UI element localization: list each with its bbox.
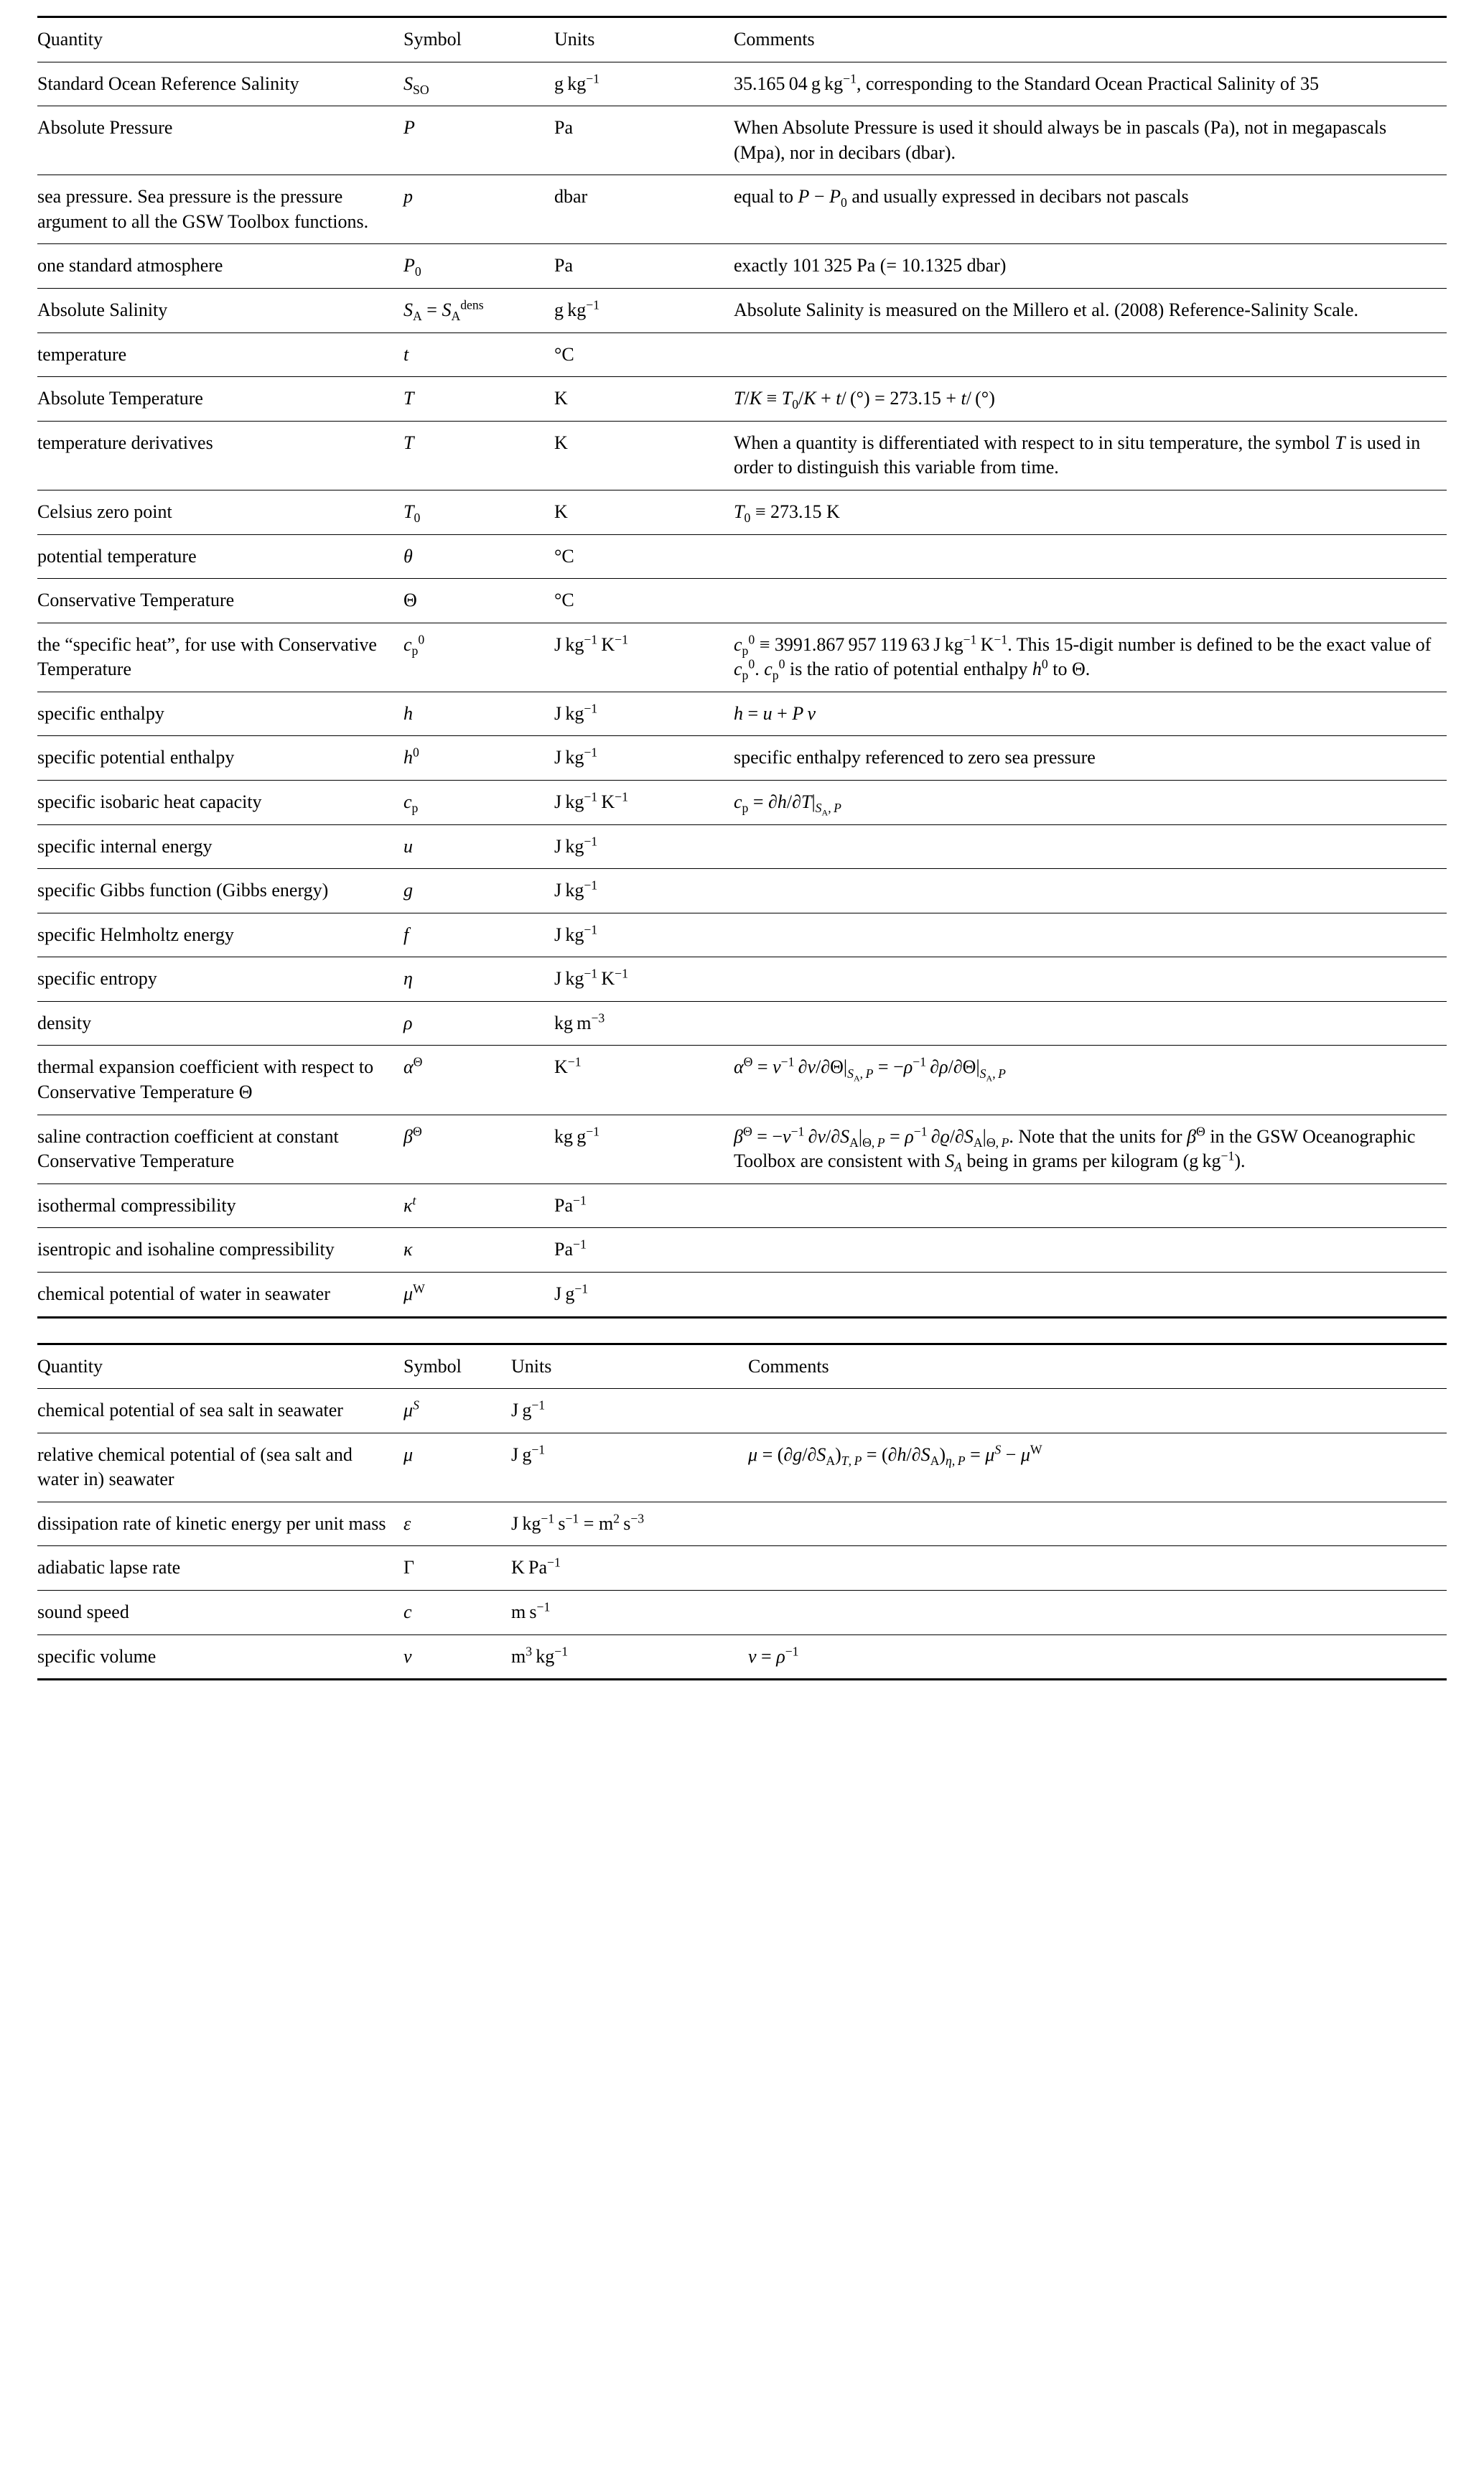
row-comments: $\beta^\Theta = -v^{-1}$ $\partial v/\partial S_A|_{\Theta, P} = \rho^{-1}$ $\partial ϱ/\partial S_A|_{\Theta, P}$. Note that the units for $\beta^\Theta$ in the GSW Oceanographic Toolbox are consistent with $S_A$ being in grams per kilogram (g $kg^{-1}$).: [734, 1115, 1447, 1183]
row-symbol: $S_{SO}$: [403, 62, 554, 106]
row-quantity: Celsius zero point: [37, 490, 403, 534]
row-comments: 35.165 04 g $kg^{-1}$, corresponding to the Standard Ocean Practical Salinity of 35: [734, 62, 1447, 106]
row-symbol: Γ: [403, 1546, 511, 1591]
table-row: [37, 780, 1447, 824]
row-comments: $T/K \equiv T_0/K + t/$ (°) = 273.15 + t/ (°): [734, 377, 1447, 422]
table-row: [37, 623, 1447, 692]
row-quantity: sea pressure. Sea pressure is the pressure argument to all the GSW Toolbox functions.: [37, 175, 403, 244]
table2-header-1: Symbol: [403, 1344, 511, 1389]
table-row: [37, 377, 1447, 422]
row-comments: $c_p = \partial h/\partial T|_{S_A, P}$: [734, 780, 1447, 824]
row-comments: [748, 1389, 1447, 1433]
row-comments: exactly 101 325 Pa (= 10.1325 dbar): [734, 244, 1447, 289]
row-symbol: $\alpha^\Theta$: [403, 1046, 554, 1115]
row-units: °C: [554, 579, 734, 623]
row-symbol: $c_p$: [403, 780, 554, 824]
row-symbol: ρ: [403, 1001, 554, 1046]
row-units: Pa: [554, 106, 734, 175]
row-quantity: the “specific heat”, for use with Conservative Temperature: [37, 623, 403, 692]
row-quantity: specific Helmholtz energy: [37, 913, 403, 957]
table2-header-0: Quantity: [37, 1344, 403, 1389]
table-row: [37, 1502, 1447, 1546]
row-symbol: T: [403, 377, 554, 422]
row-symbol: μ: [403, 1433, 511, 1502]
table-row: [37, 175, 1447, 244]
table-row: [37, 957, 1447, 1002]
row-symbol: $\mu^W$: [403, 1272, 554, 1317]
table-row: [37, 1228, 1447, 1273]
table2-header-2: Units: [511, 1344, 748, 1389]
row-units: J $kg^{-1}$: [554, 736, 734, 781]
table2-header-row: [37, 1344, 1447, 1389]
row-quantity: specific internal energy: [37, 824, 403, 869]
row-symbol: $h^0$: [403, 736, 554, 781]
table-row: [37, 1389, 1447, 1433]
row-quantity: isothermal compressibility: [37, 1183, 403, 1228]
row-comments: [734, 332, 1447, 377]
table-row: [37, 1590, 1447, 1634]
row-symbol: g: [403, 869, 554, 913]
row-symbol: h: [403, 692, 554, 736]
row-comments: equal to $P - P_0$ and usually expressed in decibars not pascals: [734, 175, 1447, 244]
row-symbol: Θ: [403, 579, 554, 623]
row-quantity: specific potential enthalpy: [37, 736, 403, 781]
row-symbol: P: [403, 106, 554, 175]
row-units: J $g^{-1}$: [554, 1272, 734, 1317]
table-row: [37, 1433, 1447, 1502]
row-units: $K^{-1}$: [554, 1046, 734, 1115]
row-symbol: p: [403, 175, 554, 244]
row-quantity: specific enthalpy: [37, 692, 403, 736]
row-quantity: potential temperature: [37, 534, 403, 579]
row-units: J $kg^{-1}$ $K^{-1}$: [554, 623, 734, 692]
row-comments: $T_0 \equiv 273.15$ K: [734, 490, 1447, 534]
table-row: [37, 332, 1447, 377]
row-comments: [734, 579, 1447, 623]
row-comments: [734, 1228, 1447, 1273]
row-units: J $kg^{-1}$ $K^{-1}$: [554, 957, 734, 1002]
table-row: [37, 913, 1447, 957]
row-comments: [734, 1272, 1447, 1317]
table1-header-2: Units: [554, 17, 734, 62]
table-gap: [37, 1319, 1447, 1343]
row-units: m $s^{-1}$: [511, 1590, 748, 1634]
row-comments: Absolute Salinity is measured on the Millero et al. (2008) Reference-Salinity Scale.: [734, 289, 1447, 333]
row-quantity: chemical potential of sea salt in seawater: [37, 1389, 403, 1433]
row-quantity: density: [37, 1001, 403, 1046]
row-units: $Pa^{-1}$: [554, 1228, 734, 1273]
row-quantity: Absolute Temperature: [37, 377, 403, 422]
row-units: J $g^{-1}$: [511, 1389, 748, 1433]
row-quantity: specific entropy: [37, 957, 403, 1002]
row-units: $m^3$ $kg^{-1}$: [511, 1634, 748, 1680]
row-symbol: $\mu^S$: [403, 1389, 511, 1433]
row-symbol: $\beta^\Theta$: [403, 1115, 554, 1183]
symbols-table-2: [37, 1343, 1447, 1681]
table2-header-3: Comments: [748, 1344, 1447, 1389]
row-quantity: specific volume: [37, 1634, 403, 1680]
row-comments: [748, 1502, 1447, 1546]
table1-header-3: Comments: [734, 17, 1447, 62]
table-row: [37, 534, 1447, 579]
table-row: [37, 106, 1447, 175]
symbols-table-1: [37, 16, 1447, 1319]
row-symbol: $P_0$: [403, 244, 554, 289]
row-quantity: Absolute Pressure: [37, 106, 403, 175]
row-comments: specific enthalpy referenced to zero sea pressure: [734, 736, 1447, 781]
row-comments: $\alpha^\Theta = v^{-1}$ $\partial v/\partial\Theta|_{S_A, P} = -\rho^{-1}$ $\partial\rho/\partial\Theta|_{S_A, P}$: [734, 1046, 1447, 1115]
row-symbol: f: [403, 913, 554, 957]
row-symbol: $c_p^0$: [403, 623, 554, 692]
table-row: [37, 1001, 1447, 1046]
table1-header-0: Quantity: [37, 17, 403, 62]
row-quantity: temperature: [37, 332, 403, 377]
row-comments: [734, 869, 1447, 913]
table1-header-row: [37, 17, 1447, 62]
row-quantity: isentropic and isohaline compressibility: [37, 1228, 403, 1273]
row-units: K: [554, 421, 734, 490]
row-quantity: specific isobaric heat capacity: [37, 780, 403, 824]
row-symbol: κ: [403, 1228, 554, 1273]
row-comments: [748, 1590, 1447, 1634]
row-symbol: $S_A = S_A^{dens}$: [403, 289, 554, 333]
table1-header-1: Symbol: [403, 17, 554, 62]
row-quantity: Conservative Temperature: [37, 579, 403, 623]
row-units: J $kg^{-1}$: [554, 913, 734, 957]
row-units: K: [554, 490, 734, 534]
row-quantity: relative chemical potential of (sea salt and water in) seawater: [37, 1433, 403, 1502]
row-units: °C: [554, 332, 734, 377]
row-units: g $kg^{-1}$: [554, 289, 734, 333]
table2-bottom-rule: [37, 1680, 1447, 1681]
table-row: [37, 692, 1447, 736]
row-quantity: saline contraction coefficient at constant Conservative Temperature: [37, 1115, 403, 1183]
row-quantity: chemical potential of water in seawater: [37, 1272, 403, 1317]
row-units: J $kg^{-1}$: [554, 824, 734, 869]
row-units: J $kg^{-1}$ $K^{-1}$: [554, 780, 734, 824]
row-units: kg $g^{-1}$: [554, 1115, 734, 1183]
table-row: [37, 490, 1447, 534]
row-units: J $kg^{-1}$ $s^{-1} = m^2$ $s^{-3}$: [511, 1502, 748, 1546]
row-quantity: thermal expansion coefficient with respect to Conservative Temperature Θ: [37, 1046, 403, 1115]
row-symbol: v: [403, 1634, 511, 1680]
row-comments: [734, 1183, 1447, 1228]
row-symbol: $T_0$: [403, 490, 554, 534]
row-comments: [748, 1546, 1447, 1591]
table-row: [37, 1634, 1447, 1680]
table-row: [37, 1183, 1447, 1228]
row-comments: h = u + P v: [734, 692, 1447, 736]
table-row: [37, 579, 1447, 623]
row-comments: [734, 913, 1447, 957]
table-row: [37, 289, 1447, 333]
row-symbol: η: [403, 957, 554, 1002]
row-symbol: t: [403, 332, 554, 377]
row-comments: When a quantity is differentiated with respect to in situ temperature, the symbol T is used in order to distinguish this variable from time.: [734, 421, 1447, 490]
row-units: J $kg^{-1}$: [554, 692, 734, 736]
table-row: [37, 869, 1447, 913]
row-comments: [734, 534, 1447, 579]
row-comments: $v = \rho^{-1}$: [748, 1634, 1447, 1680]
table-row: [37, 62, 1447, 106]
table-row: [37, 421, 1447, 490]
table-row: [37, 1546, 1447, 1591]
row-symbol: θ: [403, 534, 554, 579]
row-quantity: one standard atmosphere: [37, 244, 403, 289]
row-units: kg $m^{-3}$: [554, 1001, 734, 1046]
row-units: dbar: [554, 175, 734, 244]
row-units: J $g^{-1}$: [511, 1433, 748, 1502]
row-units: J $kg^{-1}$: [554, 869, 734, 913]
row-symbol: T: [403, 421, 554, 490]
row-quantity: temperature derivatives: [37, 421, 403, 490]
row-quantity: dissipation rate of kinetic energy per unit mass: [37, 1502, 403, 1546]
table-row: [37, 824, 1447, 869]
row-quantity: adiabatic lapse rate: [37, 1546, 403, 1591]
row-quantity: sound speed: [37, 1590, 403, 1634]
row-units: K: [554, 377, 734, 422]
row-units: °C: [554, 534, 734, 579]
row-comments: When Absolute Pressure is used it should always be in pascals (Pa), not in megapascals (Mpa), nor in decibars (dbar).: [734, 106, 1447, 175]
table-row: [37, 1115, 1447, 1183]
row-units: Pa: [554, 244, 734, 289]
row-comments: [734, 824, 1447, 869]
row-units: $Pa^{-1}$: [554, 1183, 734, 1228]
row-comments: $\mu = (\partial g/\partial S_A)_{T, P} = (\partial h/\partial S_A)_{\eta, P} = \mu^S - \mu^W$: [748, 1433, 1447, 1502]
row-symbol: c: [403, 1590, 511, 1634]
row-quantity: specific Gibbs function (Gibbs energy): [37, 869, 403, 913]
table-row: [37, 1046, 1447, 1115]
row-comments: $c_p^0 \equiv 3991.867$ 957 119 63 J $kg^{-1}$ $K^{-1}$. This 15-digit number is defined to be the exact value of $c_p^0$. $c_p^0$ is the ratio of potential enthalpy $h^0$ to Θ.: [734, 623, 1447, 692]
table-row: [37, 244, 1447, 289]
row-comments: [734, 1001, 1447, 1046]
row-quantity: Standard Ocean Reference Salinity: [37, 62, 403, 106]
row-comments: [734, 957, 1447, 1002]
row-quantity: Absolute Salinity: [37, 289, 403, 333]
row-symbol: ε: [403, 1502, 511, 1546]
row-symbol: u: [403, 824, 554, 869]
row-symbol: $\kappa^t$: [403, 1183, 554, 1228]
row-units: g $kg^{-1}$: [554, 62, 734, 106]
row-units: K $Pa^{-1}$: [511, 1546, 748, 1591]
table-row: [37, 736, 1447, 781]
table-row: [37, 1272, 1447, 1317]
